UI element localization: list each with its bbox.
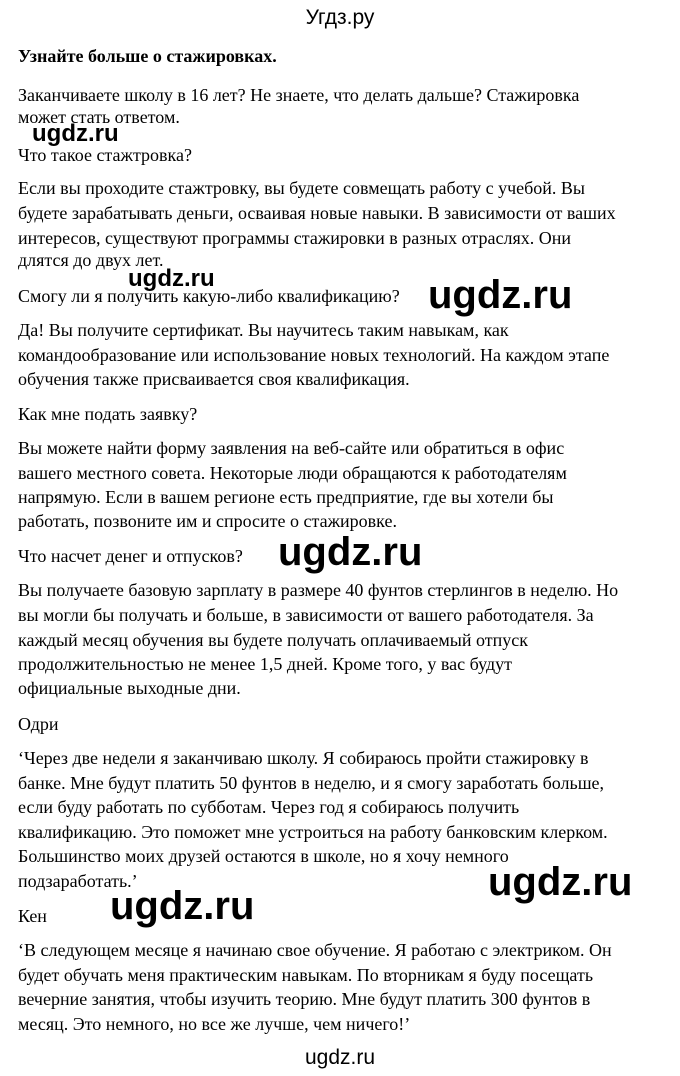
speaker-name: Кен — [18, 906, 47, 926]
answer-line: будете зарабатывать деньги, осваивая новые навыки. В зависимости от ваших — [18, 203, 616, 223]
quote-line: если буду работать по субботам. Через год я собираюсь получить — [18, 797, 520, 817]
answer-line: длятся до двух лет. — [18, 250, 164, 270]
quote-line: подзаработать.’ — [18, 871, 138, 891]
answer-line: вашего местного совета. Некоторые люди обращаются к работодателям — [18, 463, 567, 483]
intro-line: Заканчиваете школу в 16 лет? Не знаете, что делать дальше? Стажировка — [18, 85, 580, 105]
answer-line: каждый месяц обучения вы будете получать оплачиваемый отпуск — [18, 630, 528, 650]
answer-line: официальные выходные дни. — [18, 678, 241, 698]
watermark: ugdz.ru — [110, 884, 255, 928]
answer-line: командообразование или использование новых технологий. На каждом этапе — [18, 345, 610, 365]
watermark: ugdz.ru — [32, 120, 119, 147]
answer-line: обучения также присваивается своя квалификация. — [18, 369, 410, 389]
watermark: ugdz.ru — [278, 530, 423, 574]
quote-line: ‘В следующем месяце я начинаю свое обучение. Я работаю с электриком. Он — [18, 940, 612, 960]
intro-line: может стать ответом. — [18, 107, 180, 127]
quote-line: будет обучать меня практическим навыкам. По вторникам я буду посещать — [18, 965, 594, 985]
question-heading: Что насчет денег и отпусков? — [18, 546, 243, 566]
watermark: ugdz.ru — [428, 273, 573, 317]
speaker-name: Одри — [18, 714, 59, 734]
question-heading: Как мне подать заявку? — [18, 404, 198, 424]
answer-line: Если вы проходите стажтровку, вы будете совмещать работу с учебой. Вы — [18, 178, 586, 198]
answer-line: продолжительностью не менее 1,5 дней. Кроме того, у вас будут — [18, 654, 512, 674]
quote-line: квалификацию. Это поможет мне устроиться на работу банковским клерком. — [18, 822, 608, 842]
question-heading: Смогу ли я получить какую-либо квалификацию? — [18, 286, 400, 306]
answer-line: напрямую. Если в вашем регионе есть предприятие, где вы хотели бы — [18, 487, 554, 507]
answer-line: вы могли бы получать и больше, в зависимости от вашего работодателя. За — [18, 605, 594, 625]
answer-line: работать, позвоните им и спросите о стажировке. — [18, 511, 397, 531]
answer-line: Вы можете найти форму заявления на веб-сайте или обратиться в офис — [18, 438, 565, 458]
question-heading: Что такое стажтровка? — [18, 145, 192, 165]
answer-line: Да! Вы получите сертификат. Вы научитесь таким навыкам, как — [18, 320, 509, 340]
answer-line: интересов, существуют программы стажировки в разных отраслях. Они — [18, 228, 571, 248]
article-title: Узнайте больше о стажировках. — [18, 46, 277, 66]
watermark: ugdz.ru — [128, 265, 215, 292]
quote-line: месяц. Это немного, но все же лучше, чем ничего!’ — [18, 1014, 411, 1034]
quote-line: вечерние занятия, чтобы изучить теорию. Мне будут платить 300 фунтов в — [18, 989, 591, 1009]
site-header: Угдз.ру — [305, 6, 375, 29]
quote-line: ‘Через две недели я заканчиваю школу. Я собираюсь пройти стажировку в — [18, 748, 589, 768]
quote-line: Большинство моих друзей остаются в школе, но я хочу немного — [18, 846, 509, 866]
quote-line: банке. Мне будут платить 50 фунтов в неделю, и я смогу заработать больше, — [18, 773, 605, 793]
answer-line: Вы получаете базовую зарплату в размере 40 фунтов стерлингов в неделю. Но — [18, 580, 619, 600]
watermark: ugdz.ru — [488, 860, 633, 904]
site-footer: ugdz.ru — [304, 1046, 376, 1069]
